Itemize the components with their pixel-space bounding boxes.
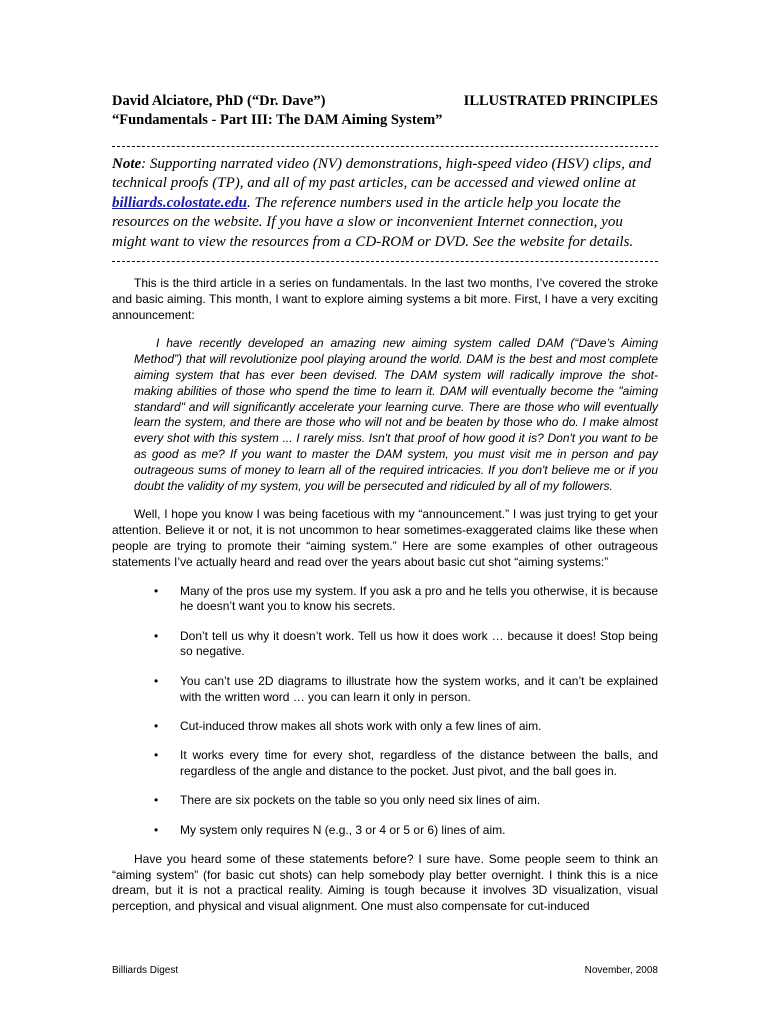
note-text-1: : Supporting narrated video (NV) demonstrations, high-speed video (HSV) clips, and technical proofs (TP), and all of my past articles, can be accessed and viewed online at [112, 156, 652, 192]
list-item: • Don’t tell us why it doesn’t work. Tell us how it does work … because it does! Stop being so negative. [154, 628, 658, 659]
series-title: ILLUSTRATED PRINCIPLES [463, 93, 658, 109]
bullet-icon: • [154, 748, 159, 763]
article-title: “Fundamentals - Part III: The DAM Aiming System” [112, 112, 443, 128]
note-text-2: . The reference numbers used in the article help you locate the resources on the website. If you have a slow or inconvenient Internet connection, you might want to view the resources from a CD-ROM or DVD. See the website for details. [112, 194, 634, 250]
article-header [112, 92, 660, 130]
list-item: • Cut-induced throw makes all shots work with only a few lines of aim. [154, 718, 542, 733]
intro-paragraph: This is the third article in a series on fundamentals. In the last two months, I’ve covered the stroke and basic aiming. This month, I want to explore aiming systems a bit more. First, I have a very exciting announcement: [112, 276, 658, 322]
article-body [112, 276, 658, 915]
list-item: • There are six pockets on the table so you only need six lines of aim. [154, 793, 541, 808]
author-line: David Alciatore, PhD (“Dr. Dave”) [112, 93, 326, 109]
page-footer [112, 965, 658, 976]
dashed-divider-bottom [112, 261, 658, 262]
list-item: • My system only requires N (e.g., 3 or 4 or 5 or 6) lines of aim. [154, 822, 506, 837]
bullet-icon: • [154, 822, 159, 837]
list-item: • It works every time for every shot, regardless of the distance between the balls, and regardless of the angle and distance to the pocket. Just pivot, and the ball goes in. [154, 748, 658, 778]
second-paragraph: Well, I hope you know I was being facetious with my “announcement.” I was just trying to get your attention. Believe it or not, it is not uncommon to hear sometimes-exaggerated claims like these when people are trying to promote their “aiming system.” Here are some examples of other outrageous statements I’ve actually heard and read over the years about basic cut shot “aiming systems:” [112, 507, 658, 569]
bullet-icon: • [154, 673, 159, 688]
list-item: • Many of the pros use my system. If you ask a pro and he tells you otherwise, it is because he doesn’t want you to know his secrets. [154, 583, 658, 614]
bullet-icon: • [154, 628, 159, 643]
dashed-divider-top [112, 146, 658, 147]
bullet-icon: • [154, 793, 159, 808]
list-item: • You can’t use 2D diagrams to illustrate how the system works, and it can’t be explained with the written word … you can learn it only in person. [154, 673, 658, 704]
footer-publication: Billiards Digest [112, 965, 179, 976]
announcement-quote: I have recently developed an amazing new aiming system called DAM (“Dave’s Aiming Method”) that will revolutionize pool playing around the world. DAM is the best and most complete aiming system that has ever been devised. The DAM system will radically improve the shot-making abilities of those who spend the time to learn it. DAM will eventually become the "aiming standard" and will significantly accelerate your learning curve. There are those who will eventually learn the system, and there are those who will not and be beaten by those who do. I make almost every shot with this system ... I rarely miss. Isn't that proof of how good it is? Don't you want to be as good as me? If you want to master the DAM system, you must visit me in person and pay outrageous sums of money to learn all of the required intricacies. If you don't believe me or if you doubt the validity of my system, you will be persecuted and ridiculed by all of my followers. [134, 336, 658, 493]
third-paragraph: Have you heard some of these statements before? I sure have. Some people seem to think an “aiming system” (for basic cut shots) can help somebody play better overnight. I think this is a nice dream, but it is not a practical reality. Aiming is tough because it involves 3D visualization, visual perception, and physical and visual alignment. One must also compensate for cut-induced [112, 851, 658, 914]
note-label: Note [112, 156, 142, 172]
bullet-icon: • [154, 583, 159, 598]
bullet-icon: • [154, 718, 159, 733]
note-box [112, 155, 660, 252]
footer-date: November, 2008 [584, 965, 658, 976]
claims-list [112, 584, 658, 839]
website-link[interactable]: billiards.colostate.edu [112, 194, 247, 211]
